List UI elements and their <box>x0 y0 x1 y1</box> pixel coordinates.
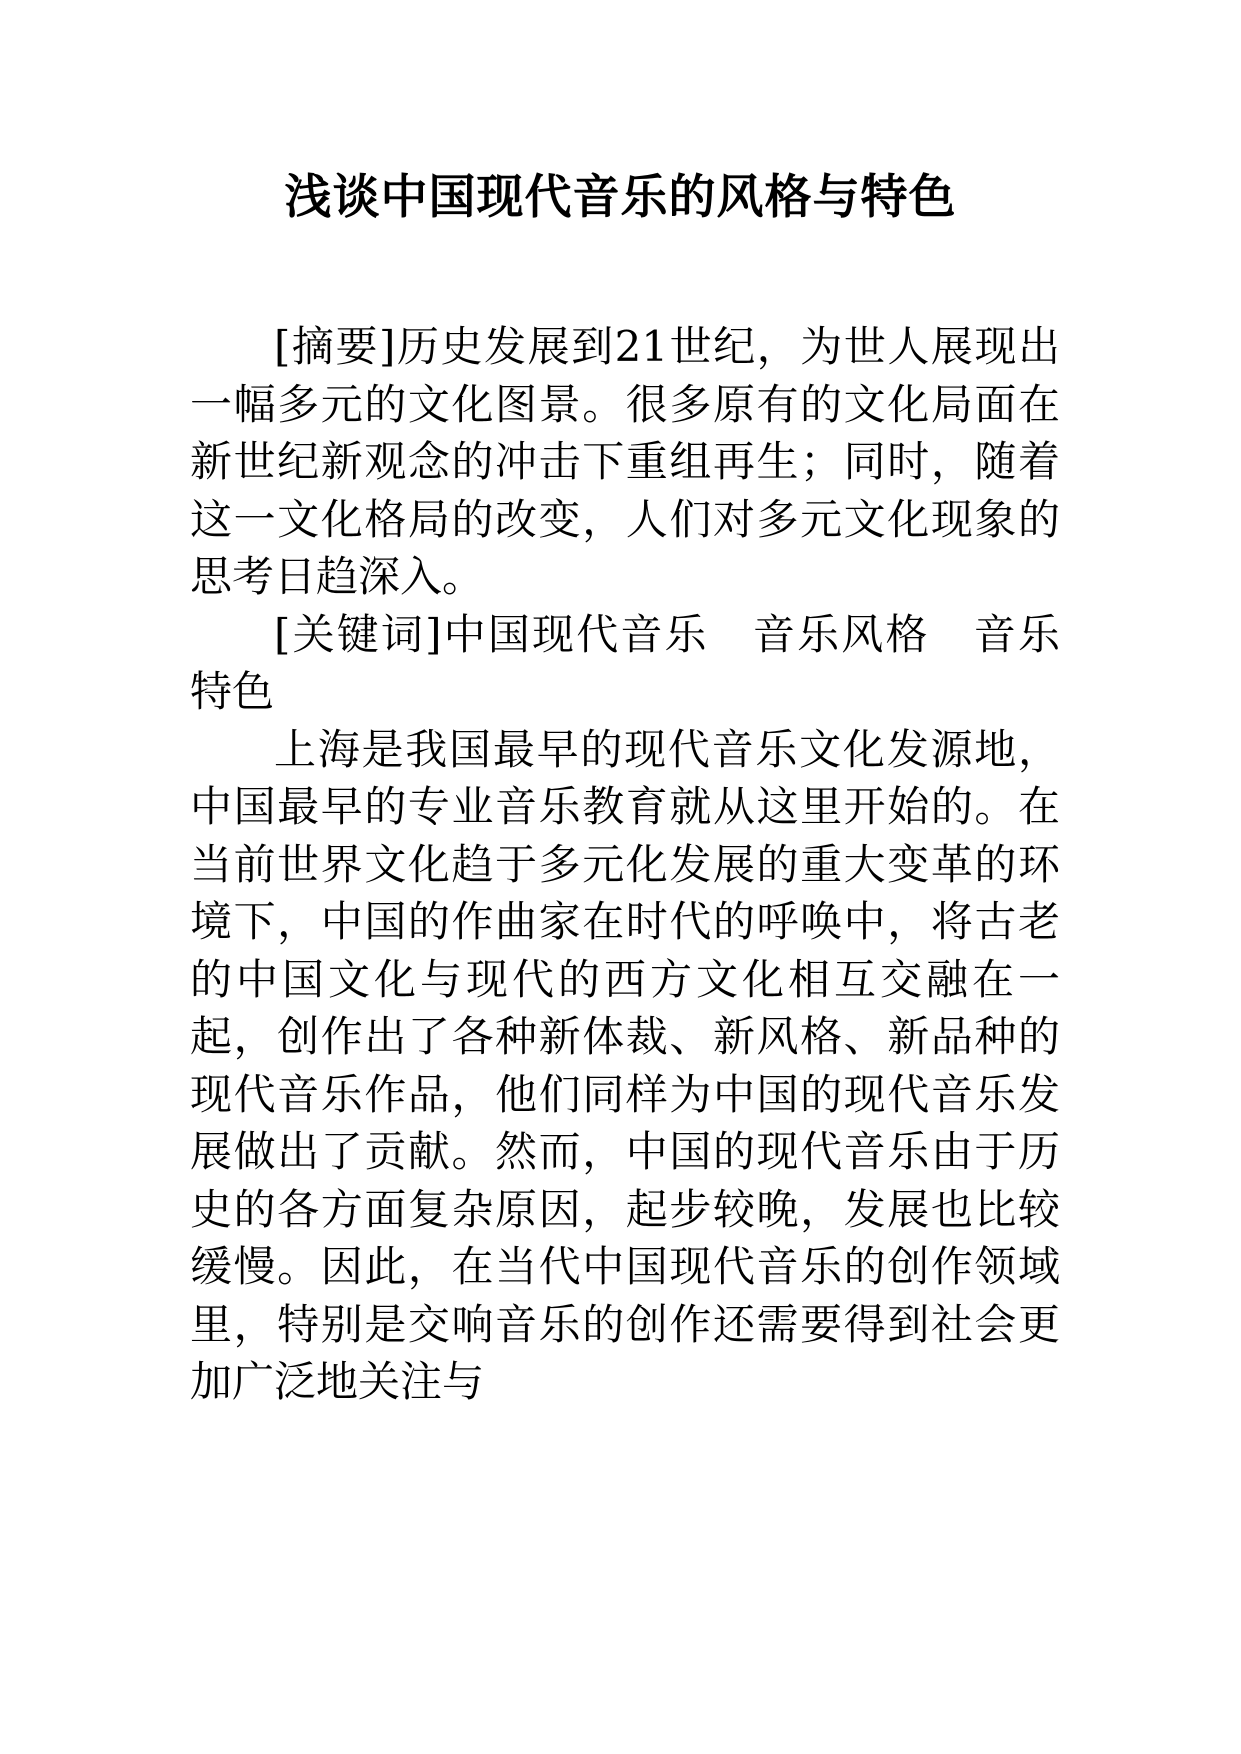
document-title: 浅谈中国现代音乐的风格与特色 <box>284 170 957 225</box>
document-body <box>190 318 1060 1411</box>
body-paragraph: 上海是我国最早的现代音乐文化发源地，中国最早的专业音乐教育就从这里开始的。在当前世界文化趋于多元化发展的重大变革的环境下，中国的作曲家在时代的呼唤中，将古老的中国文化与现代的西方文化相互交融在一起，创作出了各种新体裁、新风格、新品种的现代音乐作品，他们同样为中国的现代音乐发展做出了贡献。然而，中国的现代音乐由于历史的各方面复杂原因，起步较晚，发展也比较缓慢。因此，在当代中国现代音乐的创作领域里，特别是交响音乐的创作还需要得到社会更加广泛地关注与 <box>190 724 1060 1406</box>
keywords-paragraph: [关键词]中国现代音乐 音乐风格 音乐特色 <box>190 609 1060 716</box>
abstract-paragraph: [摘要]历史发展到21世纪，为世人展现出一幅多元的文化图景。很多原有的文化局面在新世纪新观念的冲击下重组再生；同时，随着这一文化格局的改变，人们对多元文化现象的思考日趋深入。 <box>190 322 1060 601</box>
